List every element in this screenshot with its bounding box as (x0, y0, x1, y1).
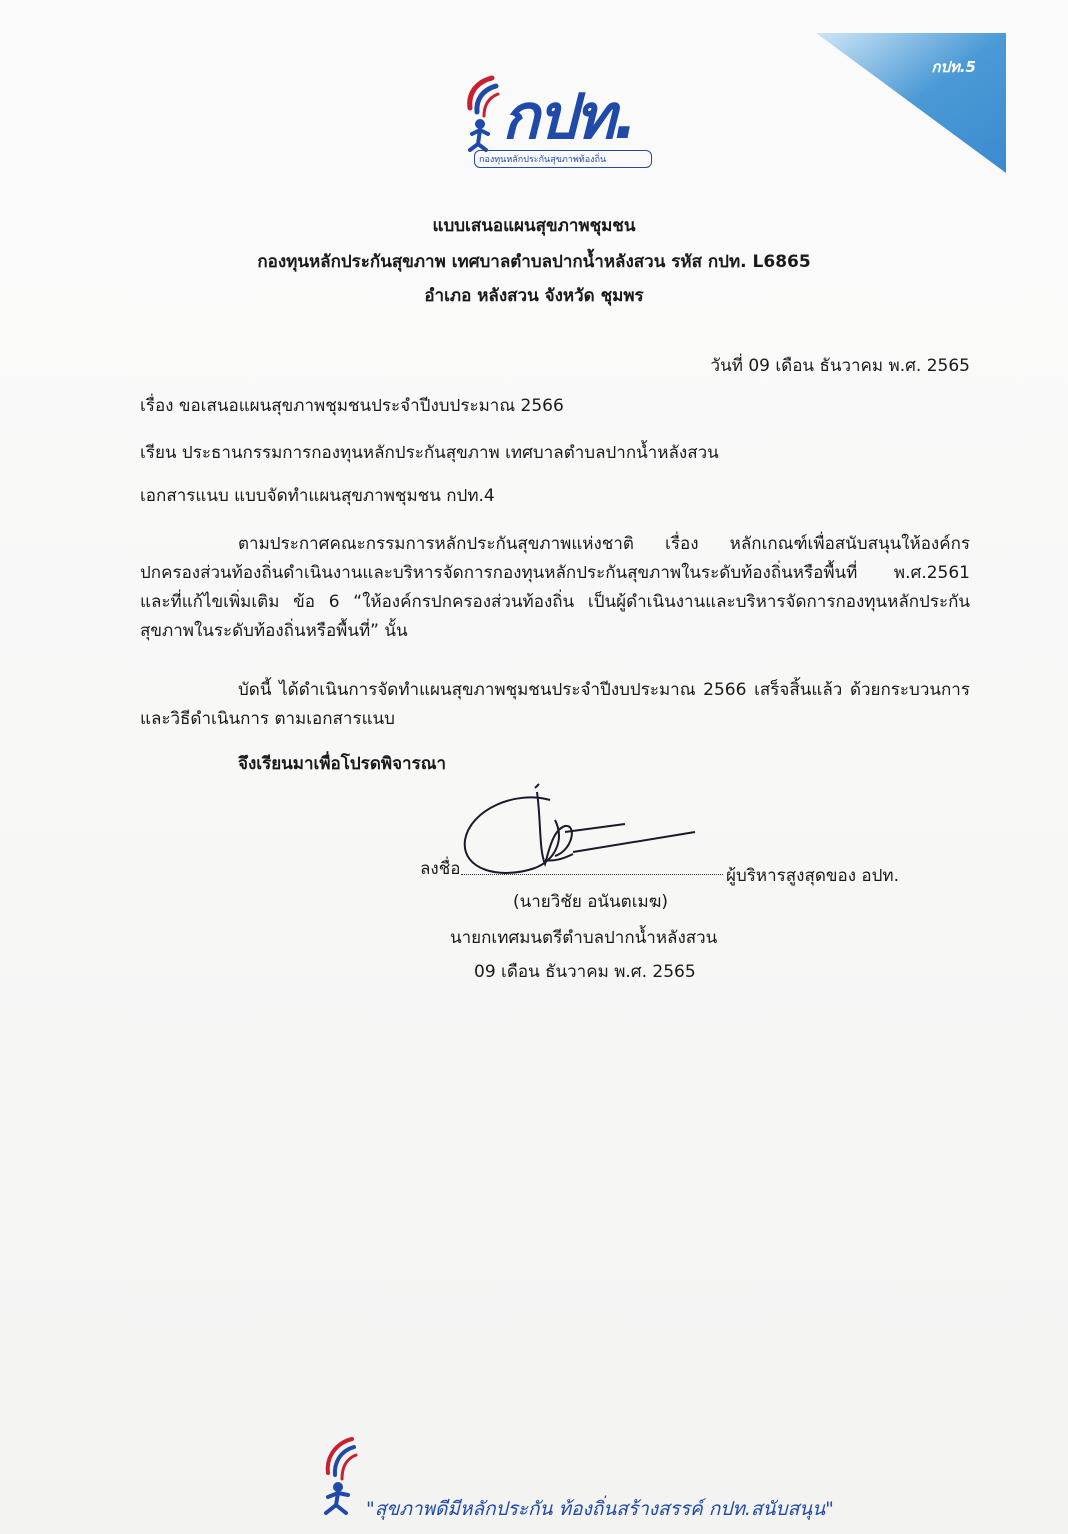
logo-title: กปท. (502, 80, 636, 153)
logo-subtitle: กองทุนหลักประกันสุขภาพท้องถิ่น (474, 150, 652, 168)
form-number-tab (816, 33, 1006, 173)
signer-position: นายกเทศมนตรีตำบลปากน้ำหลังสวน (450, 928, 718, 948)
location-line: อำเภอ หลังสวน จังหวัด ชุมพร (424, 286, 644, 306)
fund-logo (462, 74, 652, 174)
attachment-line: เอกสารแนบ แบบจัดทำแผนสุขภาพชุมชน กปท.4 (140, 486, 495, 506)
footer-runner-icon (318, 1435, 362, 1517)
corner-tab-shape (816, 33, 1006, 173)
form-number-label: กปท.5 (931, 58, 976, 76)
fund-name-line: กองทุนหลักประกันสุขภาพ เทศบาลตำบลปากน้ำหลังสวน รหัส กปท. L6865 (257, 252, 811, 272)
sign-label: ลงชื่อ (420, 859, 461, 879)
recipient-line: เรียน ประธานกรรมการกองทุนหลักประกันสุขภาพ เทศบาลตำบลปากน้ำหลังสวน (140, 443, 719, 463)
body-paragraph-1: ตามประกาศคณะกรรมการหลักประกันสุขภาพแห่งชาติ เรื่อง หลักเกณฑ์เพื่อสนับสนุนให้องค์กรปกครองส่วนท้องถิ่นดำเนินงานและบริหารจัดการกองทุนหลักประกันสุขภาพในระดับท้องถิ่นหรือพื้นที่ พ.ศ.2561 และที่แก้ไขเพิ่มเติม ข้อ 6 “ให้องค์กรปกครองส่วนท้องถิ่น เป็นผู้ดำเนินงานและบริหารจัดการกองทุนหลักประกันสุขภาพในระดับท้องถิ่นหรือพื้นที่” นั้น (140, 534, 970, 641)
subject-line: เรื่อง ขอเสนอแผนสุขภาพชุมชนประจำปีงบประมาณ 2566 (140, 396, 564, 416)
footer-slogan: "สุขภาพดีมีหลักประกัน ท้องถิ่นสร้างสรรค์ กปท.สนับสนุน" (366, 1498, 834, 1520)
body-paragraph-2: บัดนี้ ได้ดำเนินการจัดทำแผนสุขภาพชุมชนประจำปีงบประมาณ 2566 เสร็จสิ้นแล้ว ด้วยกระบวนการและวิธีดำเนินการ ตามเอกสารแนบ (140, 680, 970, 729)
signer-role: ผู้บริหารสูงสุดของ อปท. (726, 866, 900, 886)
date-line: วันที่ 09 เดือน ธันวาคม พ.ศ. 2565 (710, 356, 970, 376)
closing-line: จึงเรียนมาเพื่อโปรดพิจารณา (238, 754, 447, 774)
signature-dotted-line (461, 874, 723, 875)
doc-title: แบบเสนอแผนสุขภาพชุมชน (432, 216, 636, 236)
signature-date: 09 เดือน ธันวาคม พ.ศ. 2565 (474, 962, 696, 982)
signer-name: (นายวิชัย อนันตเมฆ) (513, 892, 668, 912)
